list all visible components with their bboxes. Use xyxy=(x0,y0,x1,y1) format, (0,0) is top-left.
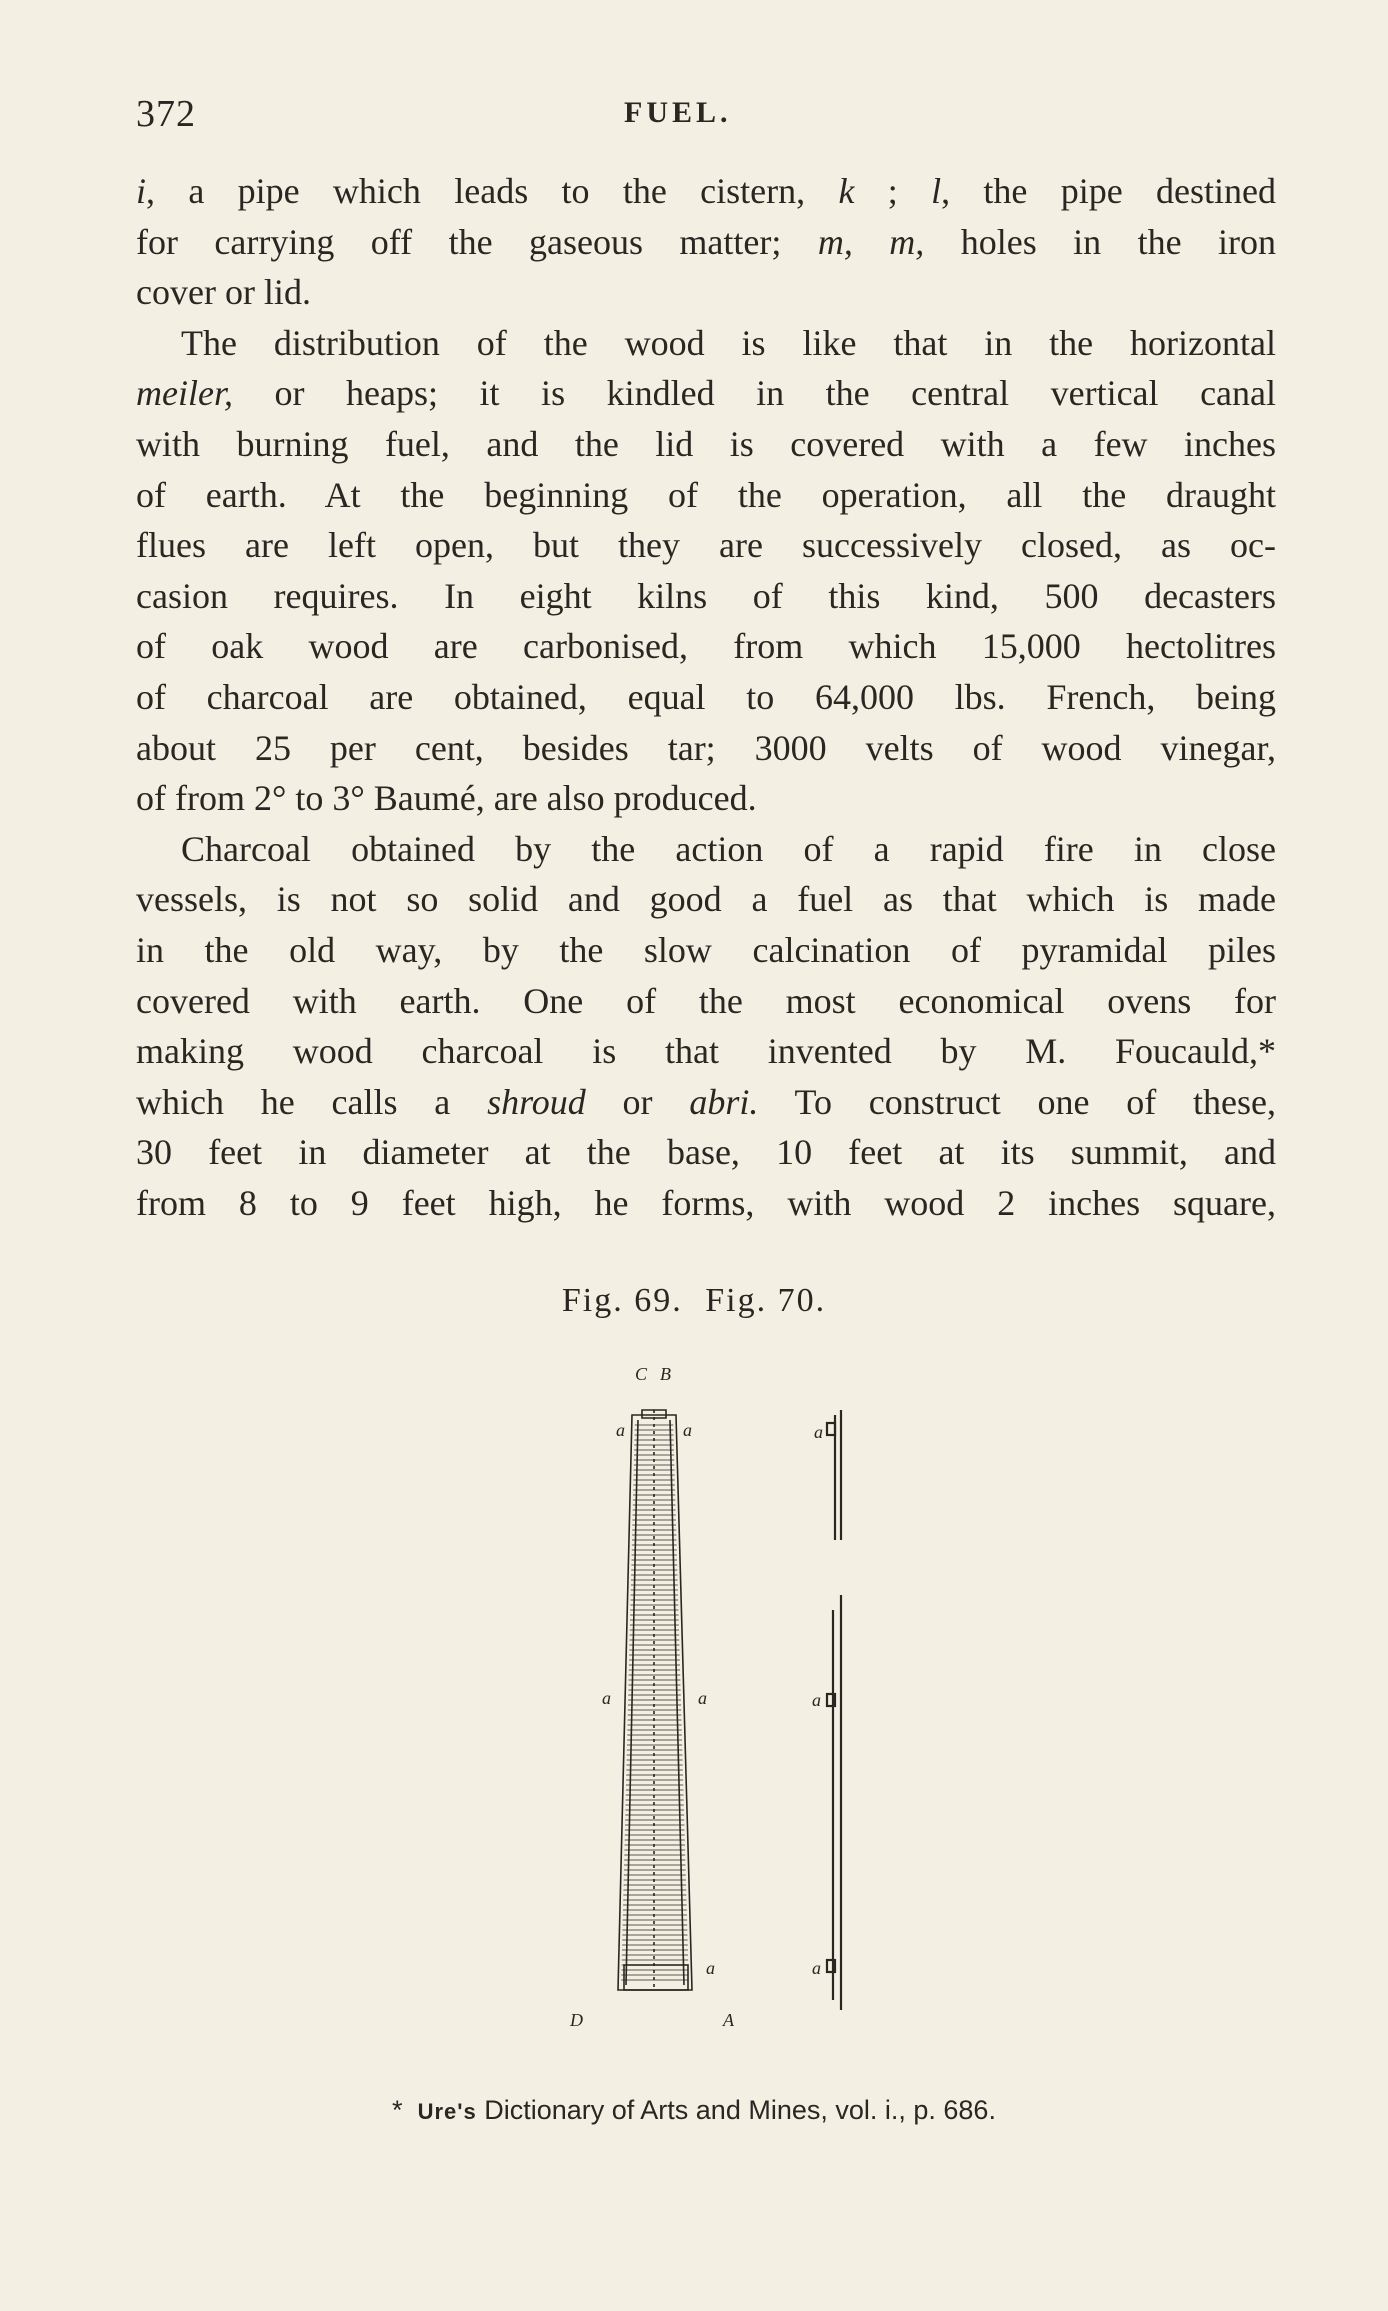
label-a-fig70-mid: a xyxy=(812,1690,821,1710)
label-b: B xyxy=(660,1364,671,1384)
text-line-20: 30 feet in diameter at the base, 10 feet at its summit, and xyxy=(136,1132,1276,1173)
text-line-5: meiler, or heaps; it is kindled in the central vertical canal xyxy=(136,373,1277,414)
kiln-diagram xyxy=(560,1370,880,2050)
label-a-mid-left: a xyxy=(602,1688,611,1708)
page-number: 372 xyxy=(136,93,196,135)
page-header xyxy=(136,92,1276,142)
body-text xyxy=(136,166,1276,1228)
text-line-8: flues are left open, but they are successively closed, as oc- xyxy=(136,525,1276,566)
footnote-marker: * xyxy=(392,2095,403,2125)
text-line-2: for carrying off the gaseous matter; m, m, holes in the iron xyxy=(136,221,1277,262)
text-line-12: about 25 per cent, besides tar; 3000 velts of wood vinegar, xyxy=(136,727,1276,768)
label-a-top-right: a xyxy=(683,1420,692,1440)
text-line-21: from 8 to 9 feet high, he forms, with wood 2 inches square, xyxy=(136,1182,1276,1223)
footnote xyxy=(0,2095,1388,2126)
text-line-6: with burning fuel, and the lid is covered with a few inches xyxy=(136,423,1276,464)
text-line-1: i, a pipe which leads to the cistern, k ; l, the pipe destined xyxy=(136,171,1276,211)
label-c: C xyxy=(635,1364,648,1384)
fig-70-wall xyxy=(827,1410,841,2010)
caption-fig-70: Fig. 70. xyxy=(705,1282,827,1319)
text-line-18: making wood charcoal is that invented by M. Foucauld,* xyxy=(136,1031,1276,1072)
label-a-fig70-top: a xyxy=(814,1422,823,1442)
label-a-mid-right: a xyxy=(698,1688,707,1708)
caption-fig-69: Fig. 69. xyxy=(561,1282,683,1319)
label-a-fig70-bottom: a xyxy=(812,1958,821,1978)
text-line-11: of charcoal are obtained, equal to 64,000 lbs. French, being xyxy=(136,676,1276,717)
text-line-17: covered with earth. One of the most economical ovens for xyxy=(136,980,1276,1021)
footnote-text: Dictionary of Arts and Mines, vol. i., p. 686. xyxy=(476,2095,996,2125)
text-line-10: of oak wood are carbonised, from which 15,000 hectolitres xyxy=(136,626,1276,667)
text-line-4: The distribution of the wood is like that in the horizontal xyxy=(181,322,1276,363)
text-line-16: in the old way, by the slow calcination of pyramidal piles xyxy=(136,929,1276,970)
running-head: FUEL. xyxy=(624,96,732,129)
text-line-9: casion requires. In eight kilns of this kind, 500 decasters xyxy=(136,575,1276,616)
text-line-13: of from 2° to 3° Baumé, are also produced. xyxy=(136,778,757,819)
footnote-author: Ure's xyxy=(417,2099,477,2124)
label-a-bottom-right: a xyxy=(706,1958,715,1978)
text-line-19: which he calls a shroud or abri. To construct one of these, xyxy=(136,1081,1276,1122)
label-a-bottom: A xyxy=(723,2010,734,2030)
figure-caption xyxy=(0,1282,1388,1320)
text-line-14: Charcoal obtained by the action of a rapid fire in close xyxy=(181,828,1276,869)
label-a-top-left: a xyxy=(616,1420,625,1440)
text-line-7: of earth. At the beginning of the operation, all the draught xyxy=(136,474,1276,515)
text-line-15: vessels, is not so solid and good a fuel as that which is made xyxy=(136,879,1276,920)
figure-illustration xyxy=(560,1364,880,2050)
label-d: D xyxy=(570,2010,583,2030)
text-line-3: cover or lid. xyxy=(136,272,311,313)
